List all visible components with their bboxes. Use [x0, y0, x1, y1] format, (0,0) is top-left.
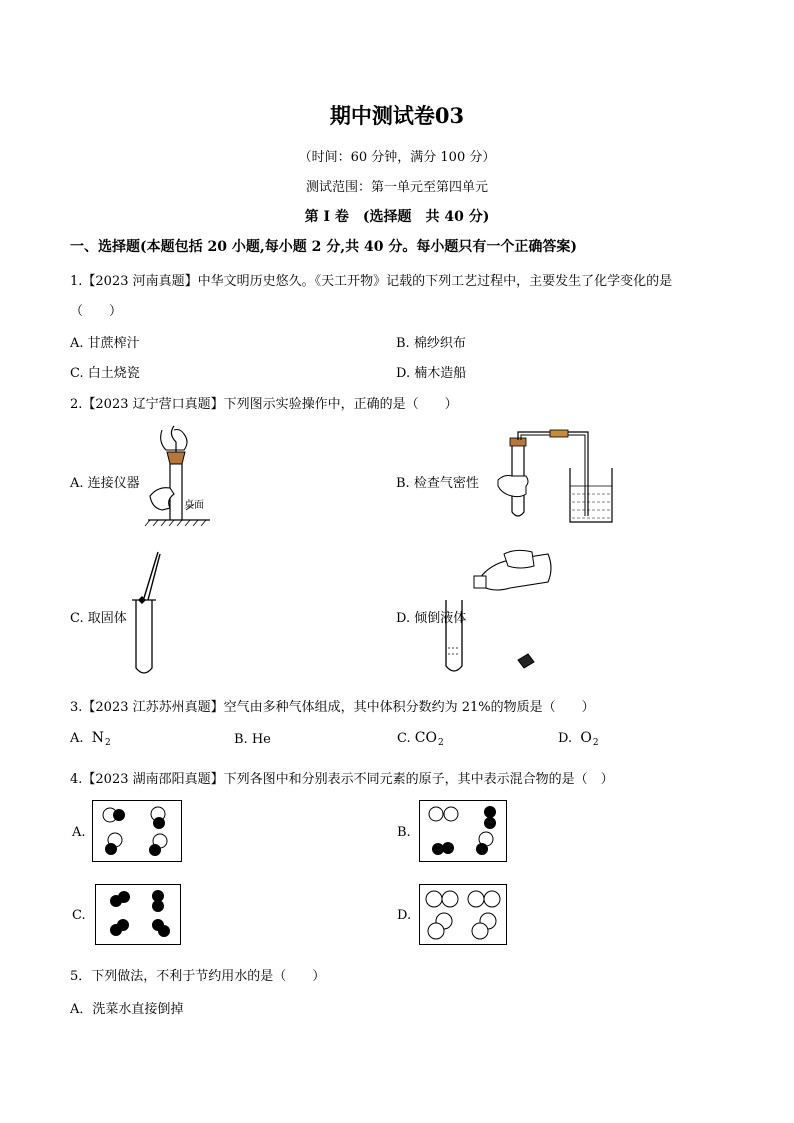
- q4-option-d-label: D.: [397, 908, 412, 923]
- q2-option-b: B. 检查气密性: [396, 476, 479, 491]
- q2-option-c: C. 取固体: [70, 611, 127, 626]
- q2-option-d: D. 倾倒液体: [396, 611, 467, 626]
- time-info: （时间：60 分钟，满分 100 分）: [298, 150, 496, 165]
- q3-option-b: B. He: [234, 732, 271, 747]
- q4-box-b: [419, 800, 507, 862]
- fig-take-solid: [126, 548, 166, 678]
- q1-stem-bracket: （ ）: [70, 304, 123, 319]
- q5-option-a: A．洗菜水直接倒掉: [70, 1002, 184, 1017]
- desk-label: 桌面: [184, 500, 204, 511]
- q4-box-a: [92, 800, 182, 862]
- q4-box-c: [95, 884, 181, 945]
- q1-option-b: B. 棉纱织布: [396, 336, 466, 351]
- q3-option-d: D. $O_2$: [558, 730, 599, 748]
- q4-option-c-label: C.: [72, 908, 86, 923]
- fig-connect-apparatus: [140, 424, 220, 534]
- fig-airtightness-check: [490, 428, 620, 528]
- q2-option-a: A. 连接仪器: [70, 476, 140, 491]
- q1-option-c: C. 白土烧瓷: [70, 366, 140, 381]
- q4-option-a-label: A.: [72, 825, 86, 840]
- q3-stem: 3.【2023 江苏苏州真题】空气由多种气体组成，其中体积分数约为 21%的物质是（ ）: [70, 700, 595, 715]
- fig-pour-liquid: [440, 548, 560, 678]
- q3-option-a: A. $N_2$: [70, 730, 111, 748]
- page-title: 期中测试卷03: [329, 103, 465, 128]
- q5-stem: 5．下列做法，不利于节约用水的是（ ）: [70, 969, 326, 984]
- volume-heading: 第 I 卷 (选择题 共 40 分): [304, 209, 490, 225]
- q1-option-d: D. 楠木造船: [396, 366, 467, 381]
- q4-stem: 4.【2023 湖南邵阳真题】下列各图中和分别表示不同元素的原子，其中表示混合物的是（ ）: [70, 772, 614, 787]
- q1-option-a: A. 甘蔗榨汁: [70, 336, 140, 351]
- section-heading: 一、选择题(本题包括 20 小题,每小题 2 分,共 40 分。每小题只有一个正确答案): [70, 239, 577, 255]
- q4-option-b-label: B.: [397, 825, 411, 840]
- test-scope: 测试范围：第一单元至第四单元: [305, 180, 488, 195]
- q2-stem: 2.【2023 辽宁营口真题】下列图示实验操作中，正确的是（ ）: [70, 397, 458, 412]
- q4-box-d: [419, 884, 507, 945]
- q3-option-c: C. $CO_2$: [397, 730, 444, 748]
- q1-stem: 1.【2023 河南真题】中华文明历史悠久。《天工开物》记载的下列工艺过程中，主要发生了化学变化的是: [70, 274, 673, 289]
